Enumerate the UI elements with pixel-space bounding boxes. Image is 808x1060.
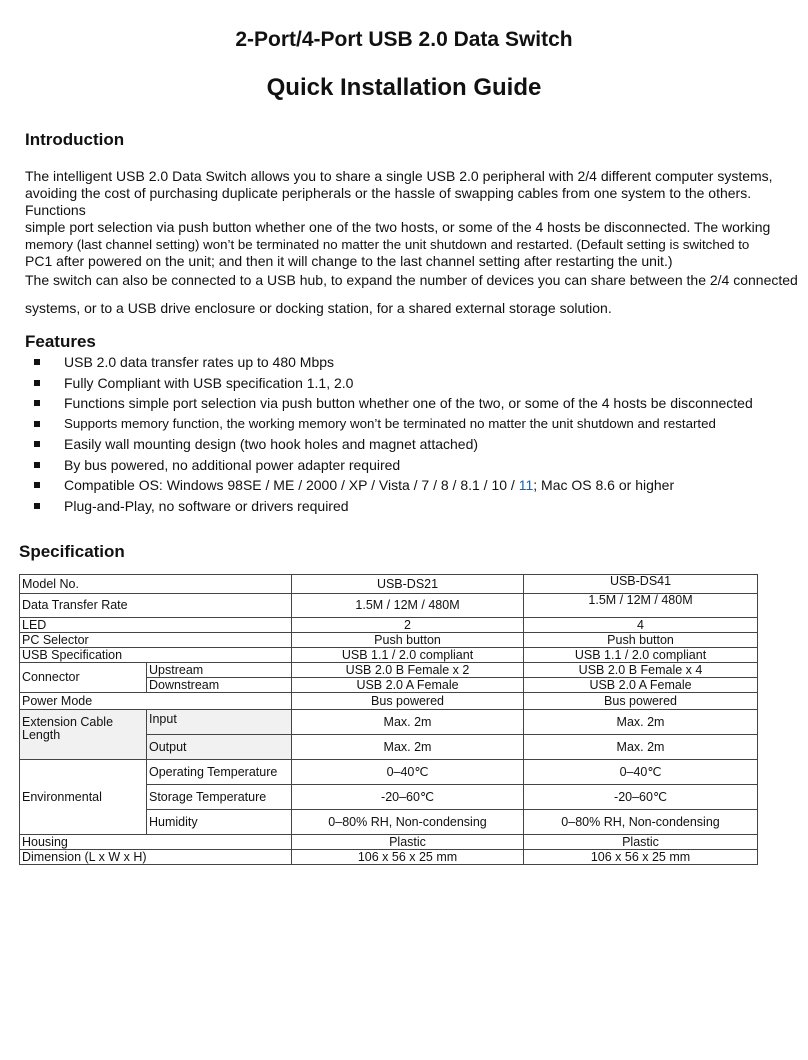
table-cell: Output [147,735,292,760]
intro-line: simple port selection via push button whether one of the two hosts, or some of the 4 hosts be disconnected. The working [25,219,771,235]
table-cell: USB Specification [20,648,292,663]
table-cell: Upstream [147,663,292,678]
list-item [32,455,753,476]
bullet-icon [34,441,40,447]
table-row [20,618,758,633]
table-cell: USB 2.0 A Female [292,678,524,693]
os-suffix: ; Mac OS 8.6 or higher [533,477,675,493]
table-cell: Input [147,710,292,735]
table-cell: Extension Cable Length [20,710,147,760]
os-highlight: 11 [518,477,534,493]
table-row [20,835,758,850]
intro-line: The intelligent USB 2.0 Data Switch allows you to share a single USB 2.0 peripheral with 2/4 different computer systems, [25,168,773,184]
table-cell: Push button [524,633,758,648]
table-cell: 106 x 56 x 25 mm [292,850,524,865]
intro-line: memory (last channel setting) won’t be terminated no matter the unit shutdown and restarted. (Default setting is switched to [25,237,750,252]
feature-text: Functions simple port selection via push button whether one of the two, or some of the 4 hosts be disconnected [64,395,753,411]
table-cell: USB 2.0 A Female [524,678,758,693]
table-cell: Environmental [20,760,147,835]
table-row [20,760,758,785]
features-heading: Features [25,332,96,351]
bullet-icon [34,462,40,468]
table-row [20,575,758,594]
table-cell: 0–80% RH, Non-condensing [524,810,758,835]
table-cell: Max. 2m [524,710,758,735]
table-cell: USB-DS41 [524,575,758,594]
table-row [20,663,758,678]
table-cell: Plastic [292,835,524,850]
table-cell: Max. 2m [292,710,524,735]
feature-text: Plug-and-Play, no software or drivers required [64,497,349,514]
specification-heading: Specification [19,542,125,561]
list-item [32,496,753,517]
table-cell: LED [20,618,292,633]
table-cell: USB 1.1 / 2.0 compliant [292,648,524,663]
table-cell: -20–60℃ [524,785,758,810]
bullet-icon [34,400,40,406]
feature-text: USB 2.0 data transfer rates up to 480 Mbps [64,354,335,370]
bullet-icon [34,421,40,427]
feature-text: Fully Compliant with USB specification 1.1, 2.0 [64,374,354,391]
table-cell: 0–40℃ [292,760,524,785]
table-cell: USB 2.0 B Female x 2 [292,663,524,678]
feature-text: By bus powered, no additional power adapter required [64,456,401,473]
list-item [32,373,753,394]
specification-table [19,574,758,865]
intro-line: The switch can also be connected to a USB hub, to expand the number of devices you can share between the 2/4 connected [25,272,798,288]
table-cell: 1.5M / 12M / 480M [292,594,524,618]
features-list [32,352,753,516]
feature-text: Easily wall mounting design (two hook holes and magnet attached) [64,436,479,452]
table-row [20,594,758,618]
table-cell: Push button [292,633,524,648]
table-cell: Plastic [524,835,758,850]
introduction-paragraph-2 [25,266,800,322]
document-title: 2-Port/4-Port USB 2.0 Data Switch [235,28,573,51]
table-cell: Dimension (L x W x H) [20,850,292,865]
table-cell: Data Transfer Rate [20,594,292,618]
table-cell: Storage Temperature [147,785,292,810]
list-item [32,352,753,373]
list-item [32,434,753,455]
introduction-heading: Introduction [25,130,125,149]
table-cell: Max. 2m [292,735,524,760]
table-cell: 4 [524,618,758,633]
bullet-icon [34,359,40,365]
intro-line: systems, or to a USB drive enclosure or docking station, for a shared external storage solution. [25,300,612,316]
intro-line: avoiding the cost of purchasing duplicate peripherals or the hassle of swapping cables from one system to the others. Functions [25,185,752,218]
bullet-icon [34,380,40,386]
feature-text: Supports memory function, the working memory won’t be terminated no matter the unit shutdown and restarted [64,415,716,431]
table-cell: Bus powered [292,693,524,710]
table-cell: Housing [20,835,292,850]
table-cell: Connector [20,663,147,693]
table-cell: 1.5M / 12M / 480M [524,594,758,618]
table-cell: 0–80% RH, Non-condensing [292,810,524,835]
list-item [32,393,753,414]
table-cell: Downstream [147,678,292,693]
table-row [20,693,758,710]
table-cell: PC Selector [20,633,292,648]
table-cell: -20–60℃ [292,785,524,810]
table-cell: Operating Temperature [147,760,292,785]
document-subtitle: Quick Installation Guide [266,74,542,101]
table-cell: 2 [292,618,524,633]
table-row [20,633,758,648]
table-row [20,648,758,663]
introduction-paragraph-1 [25,168,800,270]
table-cell: USB 1.1 / 2.0 compliant [524,648,758,663]
bullet-icon [34,503,40,509]
table-cell: USB-DS21 [292,575,524,594]
list-item [32,414,753,435]
table-row [20,710,758,735]
table-cell: Power Mode [20,693,292,710]
table-cell: Humidity [147,810,292,835]
table-cell: Model No. [20,575,292,594]
table-cell: Max. 2m [524,735,758,760]
os-prefix: Compatible OS: Windows 98SE / ME / 2000 / XP / Vista / 7 / 8 / 8.1 / 10 / [64,477,519,493]
list-item [32,475,753,496]
table-cell: 0–40℃ [524,760,758,785]
bullet-icon [34,482,40,488]
table-cell: 106 x 56 x 25 mm [524,850,758,865]
table-cell: USB 2.0 B Female x 4 [524,663,758,678]
intro-line: PC1 after powered on the unit; and then it will change to the last channel setting after restarting the unit.) [25,253,673,269]
table-cell: Bus powered [524,693,758,710]
table-row [20,850,758,865]
